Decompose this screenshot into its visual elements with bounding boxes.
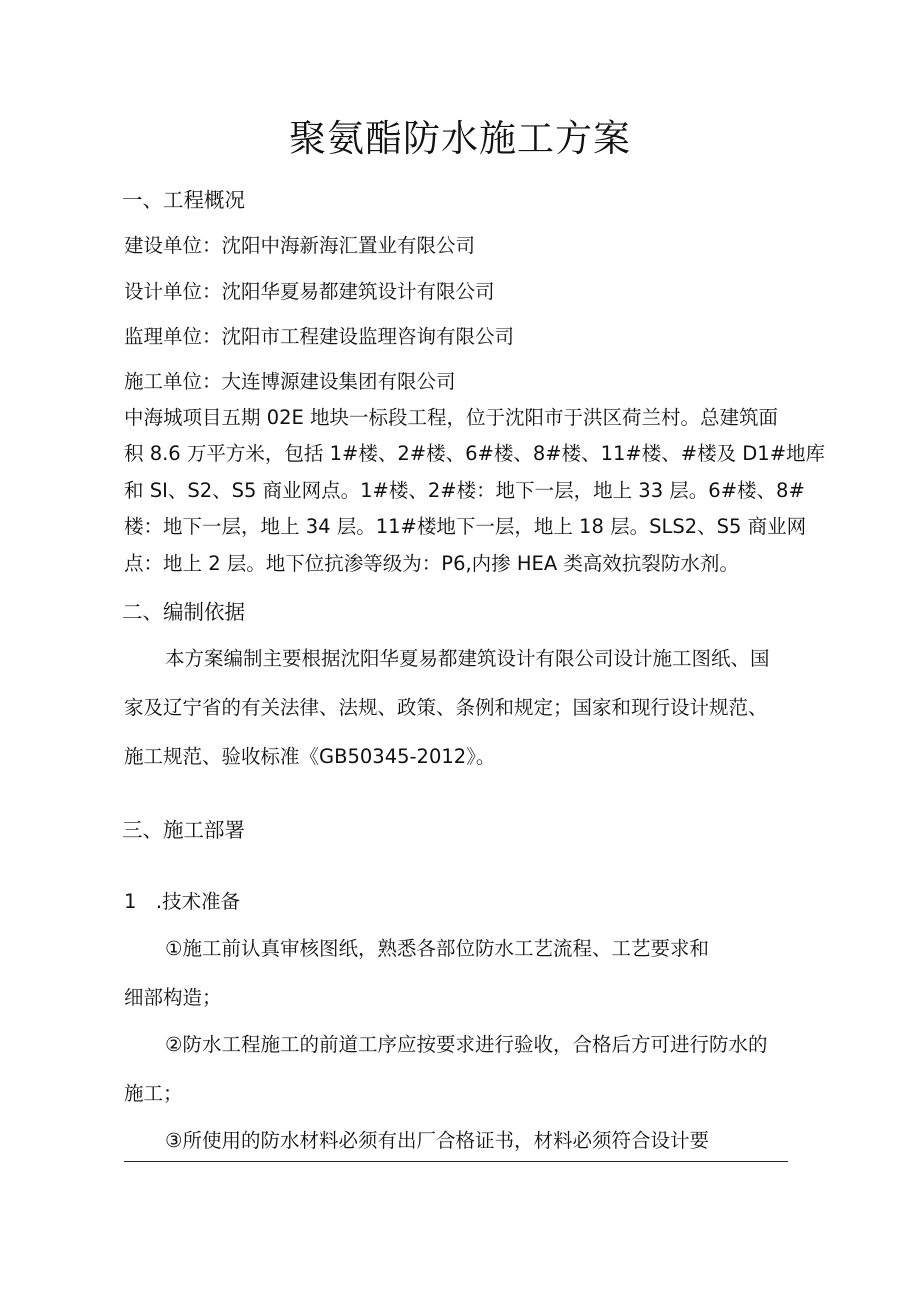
- list-item-line: ②防水工程施工的前道工序应按要求进行验收，合格后方可进行防水的: [165, 1033, 768, 1056]
- subheading-technical-prep: 1 .技术准备: [124, 890, 241, 913]
- section-heading-deployment: 三、施工部署: [122, 818, 245, 842]
- basis-paragraph-line: 家及辽宁省的有关法律、法规、政策、条例和规定；国家和现行设计规范、: [124, 696, 768, 719]
- overview-paragraph-line: 中海城项目五期 02E 地块一标段工程，位于沈阳市于洪区荷兰村。总建筑面: [124, 406, 779, 429]
- page-bottom-divider: [124, 1161, 788, 1162]
- list-item-line: ①施工前认真审核图纸，熟悉各部位防水工艺流程、工艺要求和: [165, 937, 709, 960]
- list-item-line: 施工；: [124, 1082, 183, 1105]
- document-title: 聚氨酯防水施工方案: [289, 117, 631, 160]
- info-line-designer: 设计单位：沈阳华夏易都建筑设计有限公司: [124, 280, 495, 303]
- list-item-line: ③所使用的防水材料必须有出厂合格证书，材料必须符合设计要: [165, 1129, 709, 1152]
- overview-paragraph-line: 和 SI、S2、S5 商业网点。1#楼、2#楼：地下一层，地上 33 层。6#楼、8#: [124, 479, 805, 502]
- overview-paragraph-line: 点：地上 2 层。地下位抗渗等级为：P6,内掺 HEA 类高效抗裂防水剂。: [124, 552, 739, 575]
- section-heading-basis: 二、编制依据: [122, 600, 245, 624]
- basis-paragraph-line: 施工规范、验收标准《GB50345-2012》。: [124, 745, 496, 768]
- info-line-supervisor: 监理单位：沈阳市工程建设监理咨询有限公司: [124, 325, 515, 348]
- info-line-contractor: 施工单位：大连博源建设集团有限公司: [124, 370, 456, 393]
- list-item-line: 细部构造；: [124, 986, 222, 1009]
- basis-paragraph-line: 本方案编制主要根据沈阳华夏易都建筑设计有限公司设计施工图纸、国: [165, 647, 770, 670]
- section-heading-overview: 一、工程概况: [122, 188, 245, 212]
- overview-paragraph-line: 楼：地下一层，地上 34 层。11#楼地下一层，地上 18 层。SLS2、S5 商业网: [124, 515, 807, 538]
- info-line-client: 建设单位：沈阳中海新海汇置业有限公司: [124, 234, 476, 257]
- overview-paragraph-line: 积 8.6 万平方米，包括 1#楼、2#楼、6#楼、8#楼、11#楼、#楼及 D1#地库: [124, 442, 826, 465]
